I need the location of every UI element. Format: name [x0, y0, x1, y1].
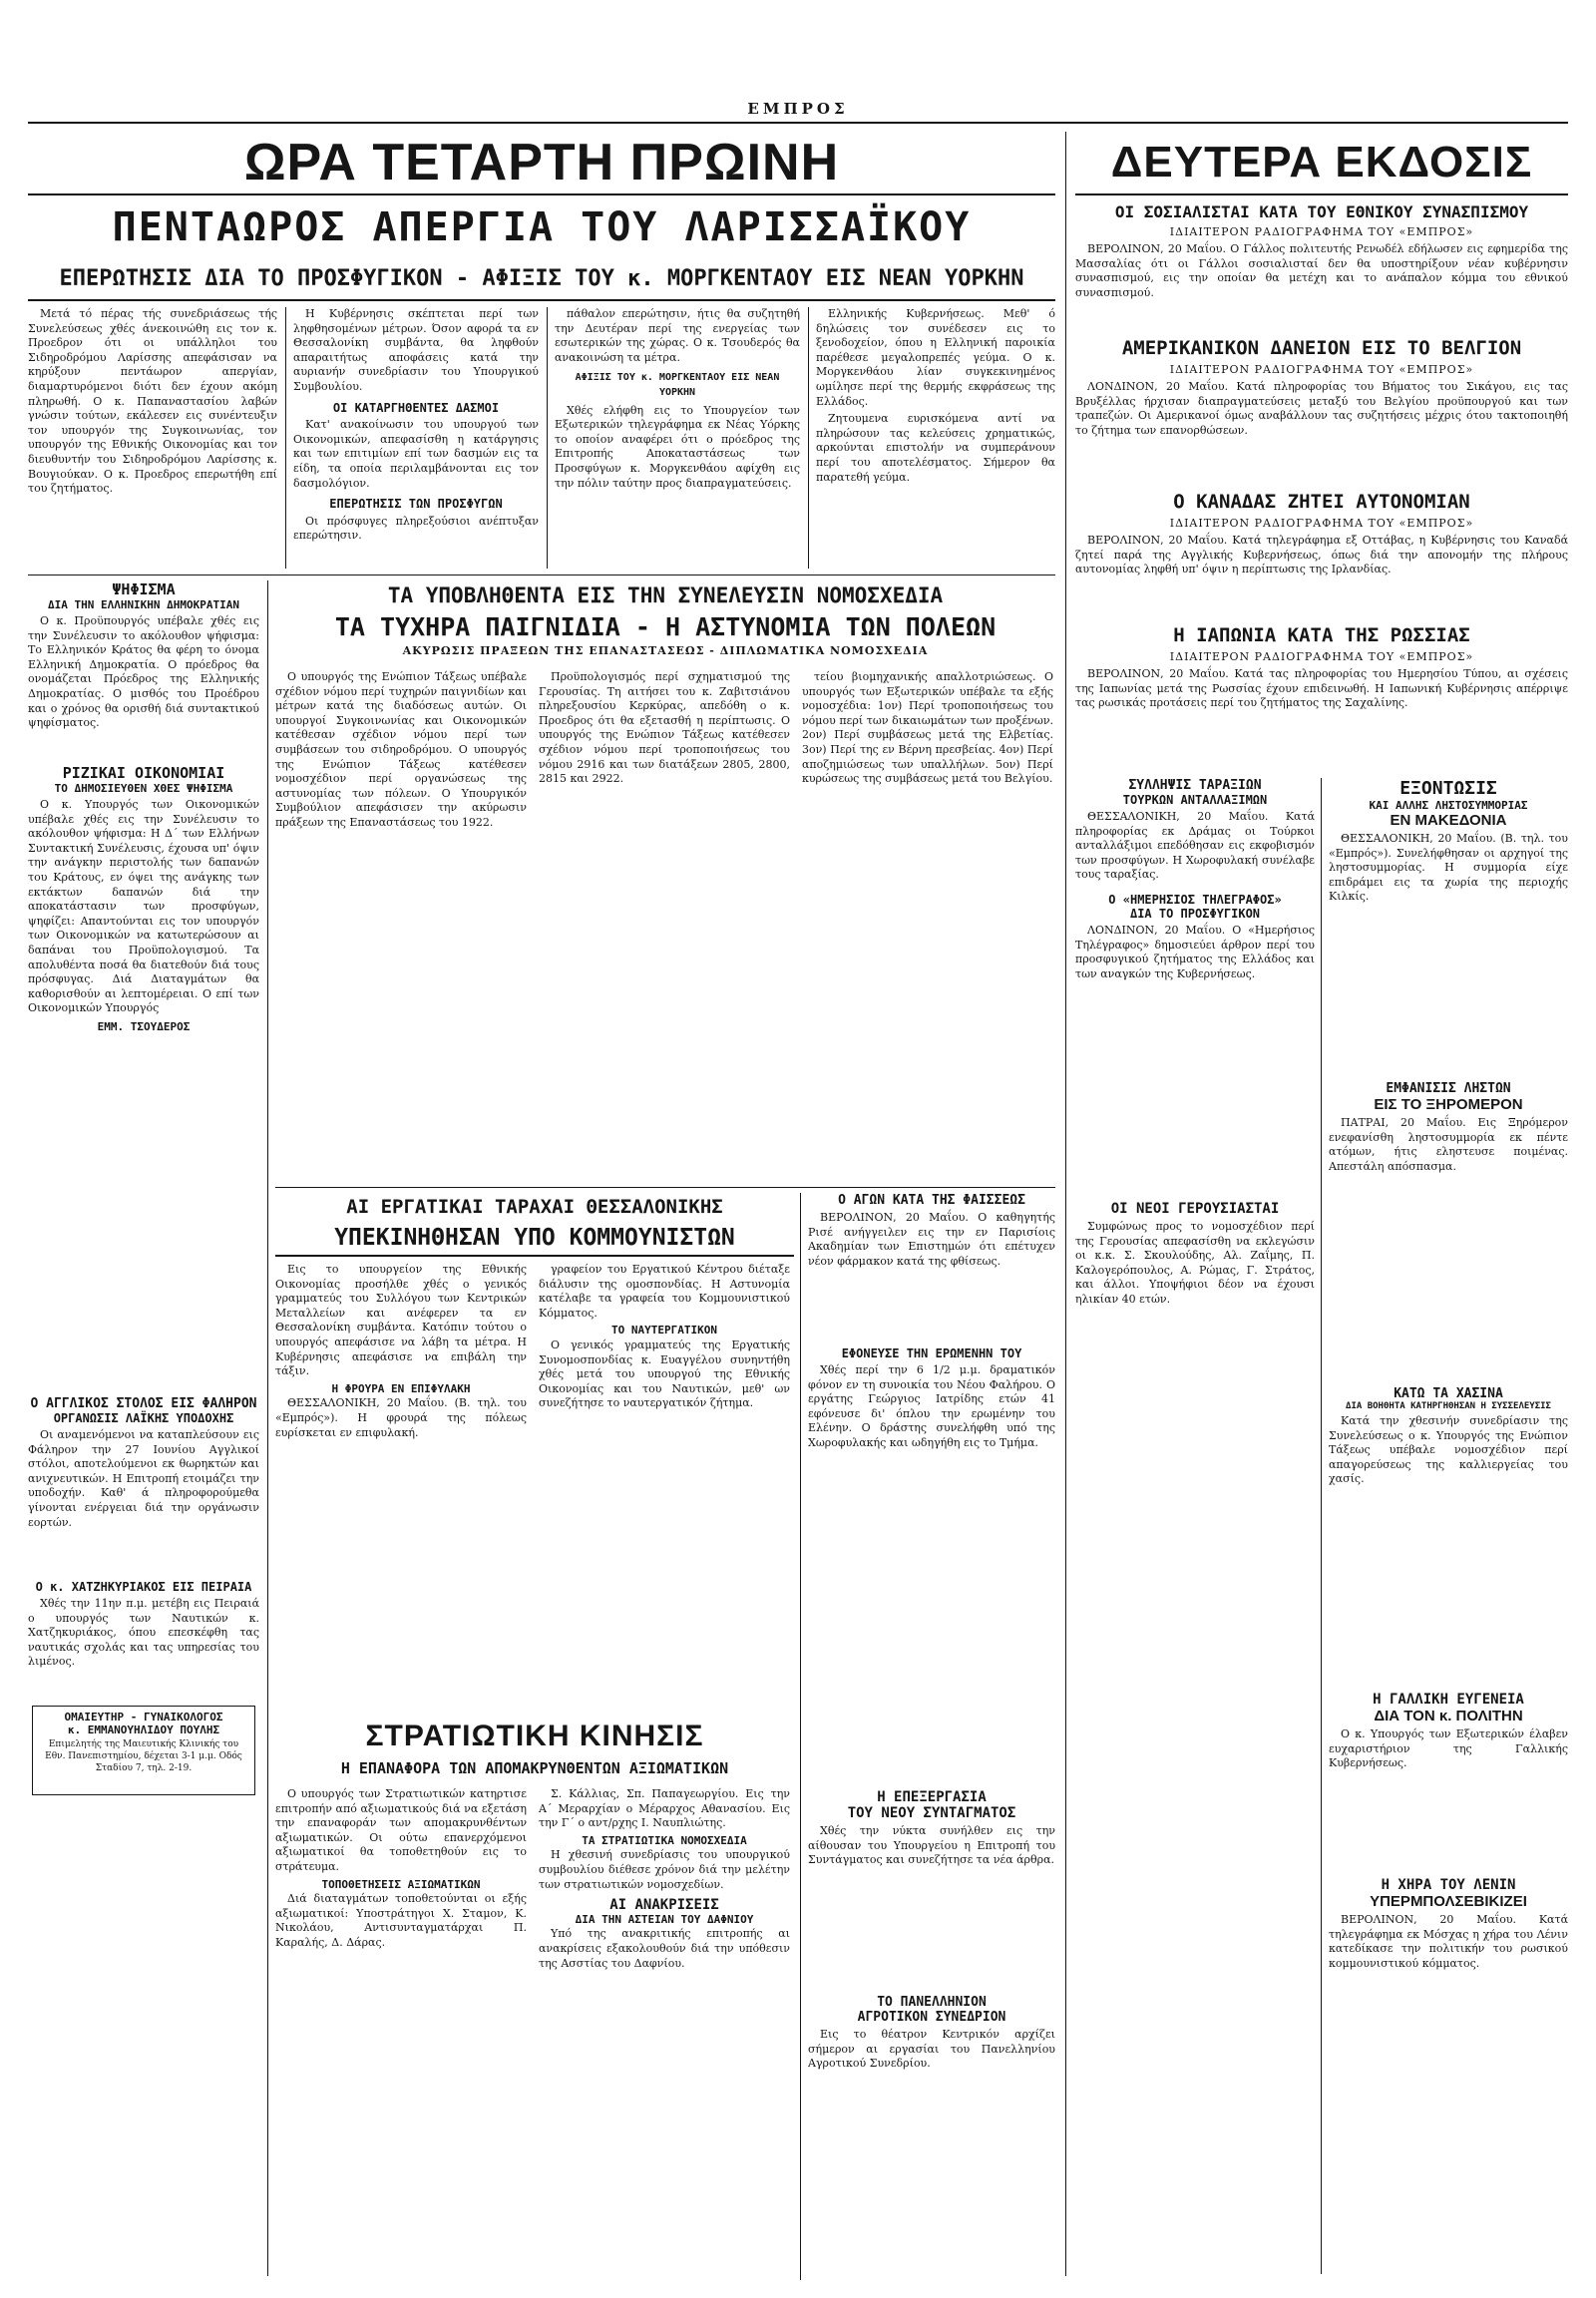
doctor-ad	[32, 1706, 255, 1795]
psifisma-story	[28, 580, 259, 760]
arrests-heading: ΣΥΛΛΗΨΙΣ ΤΑΡΑΞΙΩΝ	[1128, 778, 1262, 793]
lenin-text: ΒΕΡΟΛΙΝΟΝ, 20 Μαΐου. Κατά τηλεγράφημα εκ Μόσχας η χήρα του Λένιν κατεδίκασε την πολιτικήν του ρωσικού κομμουνιστικού κόμματος.	[1329, 1913, 1568, 1970]
constitution-story	[808, 1789, 1055, 1989]
lead-col4	[816, 307, 1055, 569]
lead-col3-heading: ΑΦΙΞΙΣ ΤΟΥ κ. ΜΟΡΓΚΕΝΤΑΟΥ ΕΙΣ ΝΕΑΝ ΥΟΡΚΗΝ	[575, 372, 780, 398]
chatz-story	[28, 1580, 259, 1700]
psifisma-subhead: ΔΙΑ ΤΗΝ ΕΛΛΗΝΙΚΗΝ ΔΗΜΟΚΡΑΤΙΑΝ	[47, 598, 240, 611]
labor-col2b-text: Ο γενικός γραμματεύς της Εργατικής Συνομοσπονδίας κ. Ευαγγέλου συνηντήθη χθές μετά του υπουργού της Εθνικής Οικονομίας και του Ναυτικών, μεθ' ων συνεζήτησε το ναυτεργατικόν ζήτημα.	[539, 1338, 790, 1410]
agro-heading: ΤΟ ΠΑΝΕΛΛΗΝΙΟΝ	[877, 1995, 987, 2010]
reforms-subhead: ΤΟ ΔΗΜΟΣΙΕΥΘΕΝ ΧΘΕΣ ΨΗΦΙΣΜΑ	[54, 782, 233, 795]
japan-heading: Η ΙΑΠΩΝΙΑ ΚΑΤΑ ΤΗΣ ΡΩΣΣΙΑΣ	[1173, 624, 1470, 646]
labor-col2-heading: ΤΟ ΝΑΥΤΕΡΓΑΤΙΚΟΝ	[611, 1324, 717, 1338]
lead-col3	[555, 307, 800, 569]
chatz-heading: Ο κ. ΧΑΤΖΗΚΥΡΙΑΚΟΣ ΕΙΣ ΠΕΙΡΑΙΑ	[35, 1580, 252, 1594]
column-rule	[800, 1193, 801, 2280]
lead-col2	[293, 307, 539, 569]
military-subhead: Η ΕΠΑΝΑΦΟΡΑ ΤΩΝ ΑΠΟΜΑΚΡΥΝΘΕΝΤΩΝ ΑΞΙΩΜΑΤΙΚΩΝ	[340, 1759, 729, 1777]
socialists-story	[1075, 199, 1568, 329]
ad-line3: Επιμελητής της Μαιευτικής Κλινικής του Εθν. Πανεπιστημίου, δέχεται 3-1 μ.μ. Οδός Σταδίου 7, τηλ. 2-19.	[45, 1739, 242, 1773]
reforms-signature: ΕΜΜ. ΤΣΟΥΔΕΡΟΣ	[97, 1019, 191, 1033]
bandit-story	[1329, 1081, 1568, 1380]
bills-col2-text: Προϋπολογισμός περί σχηματισμού της Γερουσίας. Τη αιτήσει του κ. Ζαβιτσιάνου πληρεξουσίου Κερκύρας, απεδόθη ο κ. Προεδρος ότι θα εξετασθή η περίπτωσις. Ο υπουργός της Ενώπιον Τάξεως κατέθεσεν σχέδιον νόμου περί τροποποιήσεως του νόμου 2916 και των διατάξεων 2805, 2800, 2815 και 2922.	[539, 670, 790, 786]
lead-col2-text: Η Κυβέρνησις σκέπτεται περί των ληφθησομένων μέτρων. Όσον αφορά τα εν Θεσσαλονίκη συμβάντα, θα ληφθούν απαραιτήτως αποφάσεις κατά την αυριανήν συνεδρίασιν του Υπουργικού Συμβουλίου.	[293, 307, 539, 393]
section-rule	[28, 574, 1055, 575]
faliro-story	[28, 1396, 259, 1576]
chatz-text: Χθές την 11ην π.μ. μετέβη εις Πειραιά ο υπουργός των Ναυτικών κ. Χατζηκυριάκος, όπου επεσκέφθη τας ναυτικάς σχολάς και τας υπηρεσίας του λιμένος.	[28, 1597, 259, 1669]
banner-left: ΩΡΑ ΤΕΤΑΡΤΗ ΠΡΩΙΝΗ	[28, 132, 1055, 195]
labor-heading: ΑΙ ΕΡΓΑΤΙΚΑΙ ΤΑΡΑΧΑΙ ΘΕΣΣΑΛΟΝΙΚΗΣ	[346, 1196, 723, 1218]
faisi-heading: Ο ΑΓΩΝ ΚΑΤΑ ΤΗΣ ΦΑΙΣΣΕΩΣ	[838, 1193, 1025, 1208]
hashish-heading: ΚΑΤΩ ΤΑ ΧΑΣΙΝΑ	[1394, 1386, 1503, 1401]
lead-col2c-text: Οι πρόσφυγες πληρεξούσιοι ανέπτυξαν επερώτησιν.	[293, 514, 539, 543]
military-col2c-text: Υπό της ανακριτικής επιτροπής αι ανακρίσεις εξακολουθούν διά την υπόθεσιν της Ασστίας του Δαφνίου.	[539, 1927, 790, 1970]
senate-text: Συμφώνως προς το νομοσχέδιον περί της Γερουσίας απεφασίσθη να εκλεγώσιν οι κ.κ. Σ. Σκουλούδης, Αλ. Ζαΐμης, Π. Καλογερόπουλος, Α. Ρώμας, Γ. Στράτος, και άλλοι. Υποψήφιοι δέον να έχουσι ηλικίαν 40 ετών.	[1075, 1220, 1315, 1306]
military-col2-subhead2: ΔΙΑ ΤΗΝ ΑΣΤΕΙΑΝ ΤΟΥ ΔΑΦΝΙΟΥ	[575, 1912, 754, 1926]
lead-col3b-text: Χθές ελήφθη εις το Υπουργείον των Εξωτερικών τηλεγράφημα εκ Νέας Υόρκης το οποίον αναφέρει ότι ο πρόεδρος της Επιτροπής Αποκαταστάσεως των Προσφύγων κ. Μοργκενθάου αφίχθη εις την πόλιν ταύτην προς διαπραγματεύσεις.	[555, 403, 800, 490]
lenin-subhead: ΥΠΕΡΜΠΟΛΣΕΒΙΚΙΖΕΙ	[1370, 1893, 1527, 1910]
senate-story	[1075, 1201, 1315, 2274]
hashish-text: Κατά την χθεσινήν συνεδρίασιν της Συνελεύσεως ο κ. Υπουργός της Ενώπιον Τάξεως υπέβαλε νομοσχέδιον περί απαγορεύσεως της καλλιεργείας του χασίς.	[1329, 1414, 1568, 1486]
loan-story	[1075, 333, 1568, 483]
labor-col1-text: Εις το υπουργείον της Εθνικής Οικονομίας προσήλθε χθές ο γενικός γραμματεύς του Συλλόγου των Κεντρικών Μεταλλείων και ανέφερεν τα εν Θεσσαλονίκη συμβάντα. Κατόπιν τούτου ο υπουργός απεφάσισε να λάβη τα μέτρα. Η Κυβέρνησις απεφάσισε να επιβάλη την τάξιν.	[275, 1263, 527, 1378]
faliro-subhead: ΟΡΓΑΝΩΣΙΣ ΛΑΪΚΗΣ ΥΠΟΔΟΧΗΣ	[53, 1411, 234, 1425]
bills-col3-text: τείου βιομηχανικής απαλλοτριώσεως. Ο υπουργός των Εξωτερικών υπέβαλε τα εξής νομοσχέδια: 1ον) Περί τροποποιήσεως του νόμου περί των δικαιωμάτων των προξένων. 2ον) Περί συμβάσεως μετά της Ελβετίας. 3ον) Περί της εν Βέρνη πρεσβείας. 4ον) Περί αποζημιώσεως των υπαλλήλων. 5ον) Περί κυρώσεως της συμβάσεως μετά του Βελγίου.	[802, 670, 1053, 786]
loan-heading: ΑΜΕΡΙΚΑΝΙΚΟΝ ΔΑΝΕΙΟΝ ΕΙΣ ΤΟ ΒΕΛΓΙΟΝ	[1121, 337, 1522, 359]
constitution-text: Χθές την νύκτα συνήλθεν εις την αίθουσαν του Υπουργείου η Επιτροπή του Συντάγματος και συνεζήτησε τα νέα άρθρα.	[808, 1824, 1055, 1867]
expel-subhead: ΚΑΙ ΑΛΛΗΣ ΛΗΣΤΟΣΥΜΜΟΡΙΑΣ	[1369, 799, 1528, 812]
lead-col2b-text: Κατ' ανακοίνωσιν του υπουργού των Οικονομικών, απεφασίσθη η κατάργησις και των επιτιμίων επί των δασμών εις τα είδη, τα οποία περιλαμβάνονται εις τον δασμολόγιον.	[293, 418, 539, 490]
labor-story	[275, 1193, 794, 1712]
canada-text: ΒΕΡΟΛΙΝΟΝ, 20 Μαΐου. Κατά τηλεγράφημα εξ Οττάβας, η Κυβέρνησις του Καναδά ζητεί παρά της Αγγλικής Κυβερνήσεως, όπως διά την απονομήν της πλήρους αυτονομίας ληφθή υπ' όψιν η περίπτωσις της Ιρλανδίας.	[1075, 534, 1568, 576]
labor-col2-text: γραφείον του Εργατικού Κέντρου διέταξε διάλυσιν της ομοσπονδίας. Η Αστυνομία κατέλαβε τα γραφεία του Κομμουνιστικού Κόμματος.	[539, 1263, 790, 1320]
constitution-heading: Η ΕΠΕΞΕΡΓΑΣΙΑ	[877, 1789, 987, 1805]
socialists-heading: ΟΙ ΣΟΣΙΑΛΙΣΤΑΙ ΚΑΤΑ ΤΟΥ ΕΘΝΙΚΟΥ ΣΥΝΑΣΠΙΣΜΟΥ	[1114, 202, 1529, 221]
lead-col4-text: Ελληνικής Κυβερνήσεως. Μεθ' ό δηλώσεις τον συνέδεσεν εις το ξενοδοχείον, όπου η Ελληνική παροικία παρέθεσε μεγαλοπρεπές γεύμα. Ο κ. Μοργκενθάου λίαν συγκεκινημένος ωμίλησε περί της θερμής εκφράσεως της Ελλάδος.	[816, 307, 1055, 408]
expel-subhead2: ΕΝ ΜΑΚΕΔΟΝΙΑ	[1390, 812, 1507, 829]
arrests-text: ΘΕΣΣΑΛΟΝΙΚΗ, 20 Μαΐου. Κατά πληροφορίας εκ Δράμας οι Τούρκοι ανταλλάξιμοι επεδόθησαν εις εκφοβισμόν των προσφύγων. Η Χωροφυλακή συνέλαβε τους ταραξίας.	[1075, 810, 1315, 882]
french-story	[1329, 1692, 1568, 1871]
bills-col1-text: Ο υπουργός της Ενώπιον Τάξεως υπέβαλε σχέδιον νόμου περί τυχηρών παιγνιδίων και μέτρων κατά της διαδόσεως αυτών. Οι υπουργοί Συγκοινωνίας και Οικονομικών κατέθεσαν σχέδιον νόμου περί των συμβάσεων του σιδηροδρόμου. Ο υπουργός της Ενώπιον Τάξεως κατέθεσεν νομοσχέδιον περί οργανώσεως της αστυνομίας των πόλεων. Ο Υπουργικόν Συμβούλιον απεφάσισεν την ακύρωσιν πράξεων της Επαναστάσεως του 1922.	[275, 670, 527, 829]
socialists-text: ΒΕΡΟΛΙΝΟΝ, 20 Μαΐου. Ο Γάλλος πολιτευτής Ρενωδέλ εδήλωσεν εις εφημερίδα της Μασσαλίας ότι οι Γάλλοι σοσιαλισταί δεν θα υποστηρίξουν νέαν κυβέρνησιν συνασπισμού, εις την οποίαν θα μετέχη και το ανάπαλον κόμμα του εθνικού συνασπισμού.	[1075, 242, 1568, 299]
hemer-heading: Ο «ΗΜΕΡΗΣΙΟΣ ΤΗΛΕΓΡΑΦΟΣ»	[1108, 892, 1282, 907]
lead-col4b-text: Ζητουμενα ευρισκόμενα αντί να πληρώσουν τας κελεύσεις χρηματικώς, αρκούνται επιστολήν να συμπεράνουν περί του αποτελέσματος. Σήμερον θα παρατεθή γεύμα.	[816, 412, 1055, 484]
bandit-subhead: ΕΙΣ ΤΟ ΞΗΡΟΜΕΡΟΝ	[1374, 1096, 1523, 1113]
faliro-heading: Ο ΑΓΓΛΙΚΟΣ ΣΤΟΛΟΣ ΕΙΣ ΦΑΛΗΡΟΝ	[30, 1396, 257, 1411]
lenin-heading: Η ΧΗΡΑ ΤΟΥ ΛΕΝΙΝ	[1381, 1877, 1516, 1893]
military-col2b-text: Η χθεσινή συνεδρίασις του υπουργικού συμβουλίου διέθεσε χρόνον διά την μελέτην των στρατιωτικών νομοσχεδίων.	[539, 1848, 790, 1891]
hashish-subhead: ΔΙΑ ΒΟΗΘΗΤΑ ΚΑΤΗΡΓΗΘΗΣΑΝ Η ΣΥΣΣΕΛΕΥΣΙΣ	[1346, 1401, 1551, 1411]
lenin-story	[1329, 1877, 1568, 2274]
banner-right: ΔΕΥΤΕΡΑ ΕΚΔΟΣΙΣ	[1075, 132, 1568, 195]
french-text: Ο κ. Υπουργός των Εξωτερικών έλαβεν ευχαριστήριον της Γαλλικής Κυβερνήσεως.	[1329, 1727, 1568, 1770]
military-col2-heading: ΤΑ ΣΤΡΑΤΙΩΤΙΚΑ ΝΟΜΟΣΧΕΔΙΑ	[582, 1833, 747, 1847]
column-rule	[547, 307, 548, 569]
shot-text: Χθές περί την 6 1/2 μ.μ. δραματικόν φόνον εν τη συνοικία του Νέου Φαλήρου. Ο εργάτης Γεώργιος Ιατρίδης ετών 41 εφόνευσε δι' όπλου την ερωμένην του Ελένην. Ο δράστης συνελήφθη υπό της Χωροφυλακής και ωδηγήθη εις το Τμήμα.	[808, 1363, 1055, 1449]
bandit-text: ΠΑΤΡΑΙ, 20 Μαΐου. Εις Ξηρόμερον ενεφανίσθη ληστοσυμμορία εκ πέντε ατόμων, ήτις εληστευσε ποιμένας. Απεστάλη απόσπασμα.	[1329, 1116, 1568, 1173]
loan-text: ΛΟΝΔΙΝΟΝ, 20 Μαΐου. Κατά πληροφορίας του Βήματος του Σικάγου, εις τας Βρυξέλλας ήρχισαν διαπραγματεύσεις μεταξύ του Βελγίου προϋπουργού και των τραπεζών. Οι Αμερικανοί όμως αναβάλλουν τας συζητήσεις μέχρις ότου τακτοποιηθή το ζήτημα των επανορθώσεων.	[1075, 380, 1568, 437]
japan-text: ΒΕΡΟΛΙΝΟΝ, 20 Μαΐου. Κατά τας πληροφορίας του Ημερησίου Τύπου, αι σχέσεις της Ιαπωνίας μετά της Ρωσσίας έχουν επιδεινωθή. Η Ιαπωνική Κυβέρνησις απέρριψε τας ρωσικάς προτάσεις περί του ζητήματος της Σαχαλίνης.	[1075, 667, 1568, 710]
masthead-title: ΕΜΠΡΟΣ	[747, 100, 849, 118]
masthead	[28, 100, 1568, 124]
reforms-text: Ο κ. Υπουργός των Οικονομικών υπέβαλε χθές εις την Συνέλευσιν το ακόλουθον ψήφισμα: Η Δ΄ των Ελλήνων Συντακτική Συνέλευσις, έχουσα υπ' όψιν την ανάγκην περιστολής των δαπανών του Κράτους, εν όψει της ανάγκης των εκτάκτων δαπανών διά την αποκατάστασιν των προσφύγων, ψηφίζει: Απαντούνται εις τον υπουργόν των Οικονομικών να κατωτερώσουν αι δαπάναι του Προϋπολογισμού. Τα απολυθέντα ποσά θα διατεθούν διά τους πρόσφυγας. Διά Διαταγμάτων θα καθορισθούν αι λεπτομέρειαι. Ο επί των Οικονομικών Υπουργός	[28, 798, 259, 1015]
military-col1-text: Ο υπουργός των Στρατιωτικών κατηρτισε επιτροπήν από αξιωματικούς διά να εξετάση την επαναφοράν των απομακρυνθέντων αξιωματικών. Οι ούτω επανερχόμενοι αξιωματικοί θα τοποθετηθούν εις το στράτευμα.	[275, 1787, 527, 1873]
column-rule	[285, 307, 286, 569]
agro-story	[808, 1995, 1055, 2274]
section-rule	[275, 1187, 1055, 1188]
lead-col1	[28, 307, 277, 569]
psifisma-text: Ο κ. Προϋπουργός υπέβαλε χθές εις την Συνέλευσιν το ακόλουθον ψήφισμα: Το Ελληνικόν Κράτος θα φέρη το όνομα Ελληνική Δημοκρατία. Ο πρόεδρος θα ονομάζεται Πρόεδρος της Ελληνικής Δημοκρατίας. Ο μισθός του Προέδρου και ο χρόνος θα ορισθή διά συντακτικού ψηφίσματος.	[28, 614, 259, 730]
labor-col1-heading: Η ΦΡΟΥΡΑ ΕΝ ΕΠΙΦΥΛΑΚΗ	[331, 1381, 471, 1395]
military-col1b-text: Διά διαταγμάτων τοποθετούνται οι εξής αξιωματικοί: Υποστράτηγοι Χ. Σταμον, Κ. Νικολάου, Αντισυνταγματάρχαι Π. Καραλής, Δ. Δάρας.	[275, 1892, 527, 1949]
expel-story	[1329, 778, 1568, 1077]
faisi-text: ΒΕΡΟΛΙΝΟΝ, 20 Μαΐου. Ο καθηγητής Ρισέ ανήγγειλεν εις την εν Παρισίοις Ακαδημίαν των Επιστημών ότι επέτυχεν νέον φάρμακον κατά της φθίσεως.	[808, 1211, 1055, 1268]
agro-subhead: ΑΓΡΟΤΙΚΟΝ ΣΥΝΕΔΡΙΟΝ	[857, 2010, 1006, 2025]
military-col2-text: Σ. Κάλλιας, Σπ. Παπαγεωργίου. Εις την Α΄ Μεραρχίαν ο Μέραρχος Αθανασίου. Εις την Γ΄ ο αντ/ρχης Ι. Ναυπλιώτης.	[539, 1787, 790, 1830]
bills-heading: ΤΑ ΥΠΟΒΛΗΘΕΝΤΑ ΕΙΣ ΤΗΝ ΣΥΝΕΛΕΥΣΙΝ ΝΟΜΟΣΧΕΔΙΑ	[387, 583, 944, 607]
reforms-story	[28, 764, 259, 1392]
japan-subhead: ΙΔΙΑΙΤΕΡΟΝ ΡΑΔΙΟΓΡΑΦΗΜΑ ΤΟΥ «ΕΜΠΡΟΣ»	[1169, 650, 1474, 663]
lead-col2-heading: ΟΙ ΚΑΤΑΡΓΗΘΕΝΤΕΣ ΔΑΣΜΟΙ	[332, 400, 500, 415]
lead-headline: ΠΕΝΤΑΩΡΟΣ ΑΠΕΡΓΙΑ ΤΟΥ ΛΑΡΙΣΣΑΪΚΟΥ	[112, 204, 972, 250]
canada-heading: Ο ΚΑΝΑΔΑΣ ΖΗΤΕΙ ΑΥΤΟΝΟΜΙΑΝ	[1173, 491, 1470, 513]
agro-text: Εις το θέατρον Κεντρικόν αρχίζει σήμερον αι εργασίαι του Πανελληνίου Αγροτικού Συνεδρίου.	[808, 2028, 1055, 2071]
hemer-subhead: ΔΙΑ ΤΟ ΠΡΟΣΦΥΓΙΚΟΝ	[1129, 906, 1261, 921]
military-heading: ΣΤΡΑΤΙΩΤΙΚΗ ΚΙΝΗΣΙΣ	[365, 1720, 704, 1752]
bills-story	[275, 580, 1055, 1179]
ad-line2: κ. ΕΜΜΑΝΟΥΗΛΙΔΟΥ ΠΟΥΛΗΣ	[67, 1724, 220, 1736]
reforms-heading: ΡΙΖΙΚΑΙ ΟΙΚΟΝΟΜΙΑΙ	[62, 764, 225, 782]
faliro-text: Οι αναμενόμενοι να καταπλεύσουν εις Φάληρον την 27 Ιουνίου Αγγλικοί στόλοι, αποτελούμενοι εκ θωρηκτών και ανιχνευτικών. Η Επιτροπή ετοιμάζει την υποδοχήν. Καθ' ά πληροφορούμεθα γίνονται ενέργειαι διά την οργάνωσιν εορτών.	[28, 1428, 259, 1529]
ad-line1: ΟΜΑΙΕΥΤΗΡ - ΓΥΝΑΙΚΟΛΟΓΟΣ	[64, 1711, 223, 1724]
bills-subhead2: ΑΚΥΡΩΣΙΣ ΠΡΑΞΕΩΝ ΤΗΣ ΕΠΑΝΑΣΤΑΣΕΩΣ - ΔΙΠΛΩΜΑΤΙΚΑ ΝΟΜΟΣΧΕΔΙΑ	[402, 644, 929, 657]
japan-story	[1075, 620, 1568, 770]
labor-col1b-text: ΘΕΣΣΑΛΟΝΙΚΗ, 20 Μαΐου. (Β. τηλ. του «Εμπρός»). Η φρουρά της πόλεως ευρίσκεται εν επιφυλακή.	[275, 1396, 527, 1439]
hashish-story	[1329, 1386, 1568, 1686]
bandit-heading: ΕΜΦΑΝΙΣΙΣ ΛΗΣΤΩΝ	[1386, 1081, 1511, 1096]
arrests-subhead: ΤΟΥΡΚΩΝ ΑΝΤΑΛΛΑΞΙΜΩΝ	[1122, 793, 1268, 807]
military-col1-heading: ΤΟΠΟΘΕΤΗΣΕΙΣ ΑΞΙΩΜΑΤΙΚΩΝ	[321, 1877, 481, 1891]
lead-col3-text: πάθαλον επερώτησιν, ήτις θα συζητηθή την Δευτέραν περί της ενεργείας των εσωτερικών της χώρας. Ο κ. Τσουδερός θα ανακοινώση τα μέτρα.	[555, 307, 800, 364]
column-rule	[267, 580, 268, 2276]
column-rule	[808, 307, 809, 569]
senate-heading: ΟΙ ΝΕΟΙ ΓΕΡΟΥΣΙΑΣΤΑΙ	[1110, 1201, 1280, 1217]
column-rule	[1321, 778, 1322, 2274]
lead-col1-text: Μετά τό πέρας τής συνεδριάσεως τής Συνελεύσεως χθές άνεκοινώθη εις τον κ. Προεδρον ότι οι υπάλληλοι του Σιδηροδρόμου Λαρίσσης απεφάσισαν να κηρύξουν πεντάωρον απεργίαν, διαμαρτυρόμενοι διότι δεν έχουν ακόμη πληρωθή. Ο κ. Παπαναστασίου λαβών γνώσιν τούτων, εκάλεσεν εις συνέντευξιν τον υπουργόν της Συγκοινωνίας, τον υπουργόν της Εθνικής Οικονομίας και τον διευθυντήν του Σιδηροδρόμου Λαρίσσης κ. Βουγιούκαν. Ο κ. Προεδρος επερωτήθη επί του ζητήματος.	[28, 307, 277, 496]
socialists-subhead: ΙΔΙΑΙΤΕΡΟΝ ΡΑΔΙΟΓΡΑΦΗΜΑ ΤΟΥ «ΕΜΠΡΟΣ»	[1169, 225, 1474, 238]
french-subhead: ΔΙΑ ΤΟΝ κ. ΠΟΛΙΤΗΝ	[1374, 1708, 1523, 1724]
psifisma-heading: ΨΗΦΙΣΜΑ	[112, 580, 176, 598]
shot-story	[808, 1346, 1055, 1785]
military-story	[275, 1716, 794, 2274]
bills-subhead: ΤΑ ΤΥΧΗΡΑ ΠΑΙΓΝΙΔΙΑ - Η ΑΣΤΥΝΟΜΙΑ ΤΩΝ ΠΟΛΕΩΝ	[334, 612, 997, 641]
french-heading: Η ΓΑΛΛΙΚΗ ΕΥΓΕΝΕΙΑ	[1373, 1692, 1524, 1708]
arrests-story	[1075, 778, 1315, 1197]
column-rule	[1065, 132, 1066, 2276]
newspaper-page	[28, 100, 1568, 2284]
lead-subhead: ΕΠΕΡΩΤΗΣΙΣ ΔΙΑ ΤΟ ΠΡΟΣΦΥΓΙΚΟΝ - ΑΦΙΞΙΣ ΤΟΥ κ. ΜΟΡΓΚΕΝΤΑΟΥ ΕΙΣ ΝΕΑΝ ΥΟΡΚΗΝ	[28, 259, 1055, 301]
lead-col2-heading2: ΕΠΕΡΩΤΗΣΙΣ ΤΩΝ ΠΡΟΣΦΥΓΩΝ	[329, 497, 503, 512]
shot-heading: ΕΦΟΝΕΥΣΕ ΤΗΝ ΕΡΩΜΕΝΗΝ ΤΟΥ	[841, 1346, 1022, 1360]
expel-heading: ΕΞΟΝΤΩΣΙΣ	[1399, 778, 1497, 799]
canada-story	[1075, 487, 1568, 616]
military-col2-heading2: ΑΙ ΑΝΑΚΡΙΣΕΙΣ	[609, 1897, 719, 1914]
faisi-story	[808, 1193, 1055, 1342]
expel-text: ΘΕΣΣΑΛΟΝΙΚΗ, 20 Μαΐου. (Β. τηλ. του «Εμπρός»). Συνελήφθησαν οι αρχηγοί της ληστοσυμμορίας. Η συμμορία είχε επιδράμει εις τα χωρία της περιοχής Κιλκίς.	[1329, 832, 1568, 904]
constitution-subhead: ΤΟΥ ΝΕΟΥ ΣΥΝΤΑΓΜΑΤΟΣ	[847, 1805, 1016, 1821]
canada-subhead: ΙΔΙΑΙΤΕΡΟΝ ΡΑΔΙΟΓΡΑΦΗΜΑ ΤΟΥ «ΕΜΠΡΟΣ»	[1169, 517, 1474, 530]
loan-subhead: ΙΔΙΑΙΤΕΡΟΝ ΡΑΔΙΟΓΡΑΦΗΜΑ ΤΟΥ «ΕΜΠΡΟΣ»	[1169, 363, 1474, 376]
hemer-text: ΛΟΝΔΙΝΟΝ, 20 Μαΐου. Ο «Ημερήσιος Τηλέγραφος» δημοσιεύει άρθρον περί του προσφυγικού ζητήματος της Ελλάδος και των αναγκών της Κυβερνήσεως.	[1075, 923, 1315, 980]
labor-subhead: ΥΠΕΚΙΝΗΘΗΣΑΝ ΥΠΟ ΚΟΜΜΟΥΝΙΣΤΩΝ	[275, 1221, 794, 1257]
